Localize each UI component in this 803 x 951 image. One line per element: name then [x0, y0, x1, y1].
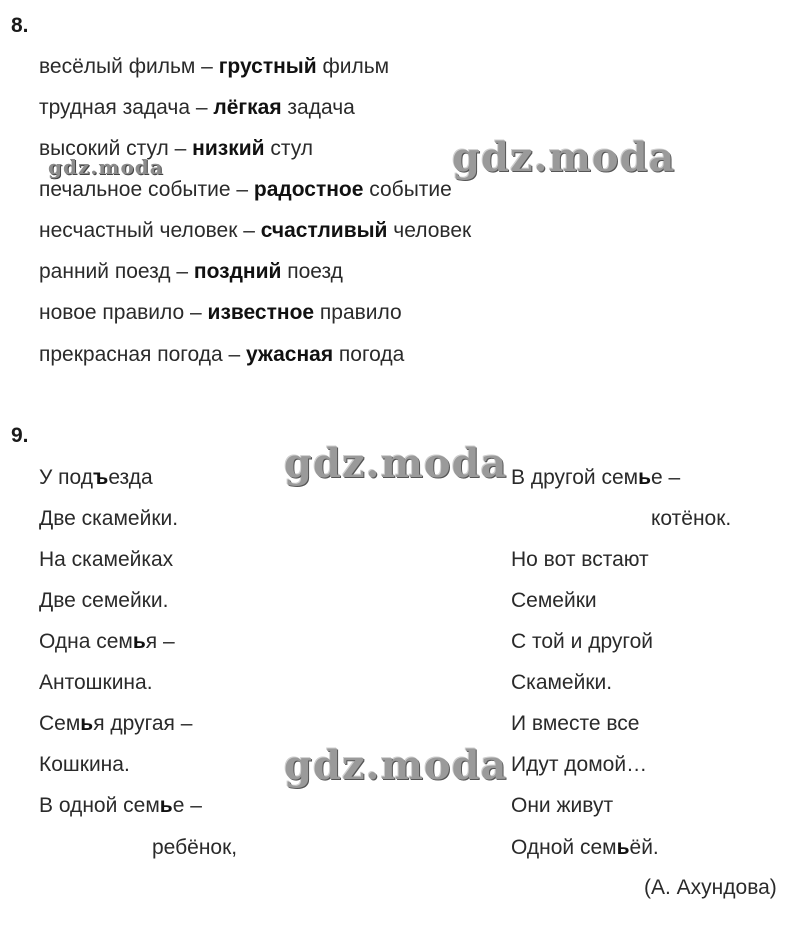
poem-line-left: Антошкина. [39, 671, 153, 694]
antonym-pair: несчастный человек – счастливый человек [39, 219, 472, 242]
poem-author: (А. Ахундова) [644, 876, 777, 899]
poem-line-right: В другой семье – [511, 466, 681, 489]
task-9-number: 9. [11, 424, 29, 447]
poem-line-right: Но вот встают [511, 548, 649, 571]
poem-line-right: котёнок. [651, 507, 732, 530]
poem-line-left: ребёнок, [152, 836, 238, 859]
watermark-bottom: gdz.moda [284, 742, 508, 789]
antonym-pair: новое правило – известное правило [39, 301, 402, 324]
poem-line-left: Две семейки. [39, 589, 169, 612]
antonym-pair: весёлый фильм – грустный фильм [39, 55, 390, 78]
poem-line-right: Они живут [511, 794, 614, 817]
poem-line-right: С той и другой [511, 630, 653, 653]
poem-line-left: Кошкина. [39, 753, 130, 776]
watermark-top: gdz.moda [452, 134, 676, 181]
poem-line-right: Скамейки. [511, 671, 613, 694]
poem-line-left: На скамейках [39, 548, 174, 571]
poem-line-left: Одна семья – [39, 630, 175, 653]
poem-line-right: Одной семьёй. [511, 836, 659, 859]
antonym-pair: прекрасная погода – ужасная погода [39, 343, 405, 366]
poem-line-left: В одной семье – [39, 794, 202, 817]
poem-line-right: Семейки [511, 589, 597, 612]
antonym-pair: высокий стул – низкий стул [39, 137, 314, 160]
antonym-pair: трудная задача – лёгкая задача [39, 96, 355, 119]
task-8-number: 8. [11, 14, 29, 37]
poem-line-left: У подъезда [39, 466, 153, 489]
poem-line-right: Идут домой… [511, 753, 648, 776]
poem-line-left: Семья другая – [39, 712, 193, 735]
antonym-pair: печальное событие – радостное событие [39, 178, 452, 201]
poem-line-right: И вместе все [511, 712, 640, 735]
watermark-small: gdz.moda [48, 155, 164, 179]
poem-line-left: Две скамейки. [39, 507, 179, 530]
antonym-pair: ранний поезд – поздний поезд [39, 260, 343, 283]
watermark-middle: gdz.moda [284, 440, 508, 487]
